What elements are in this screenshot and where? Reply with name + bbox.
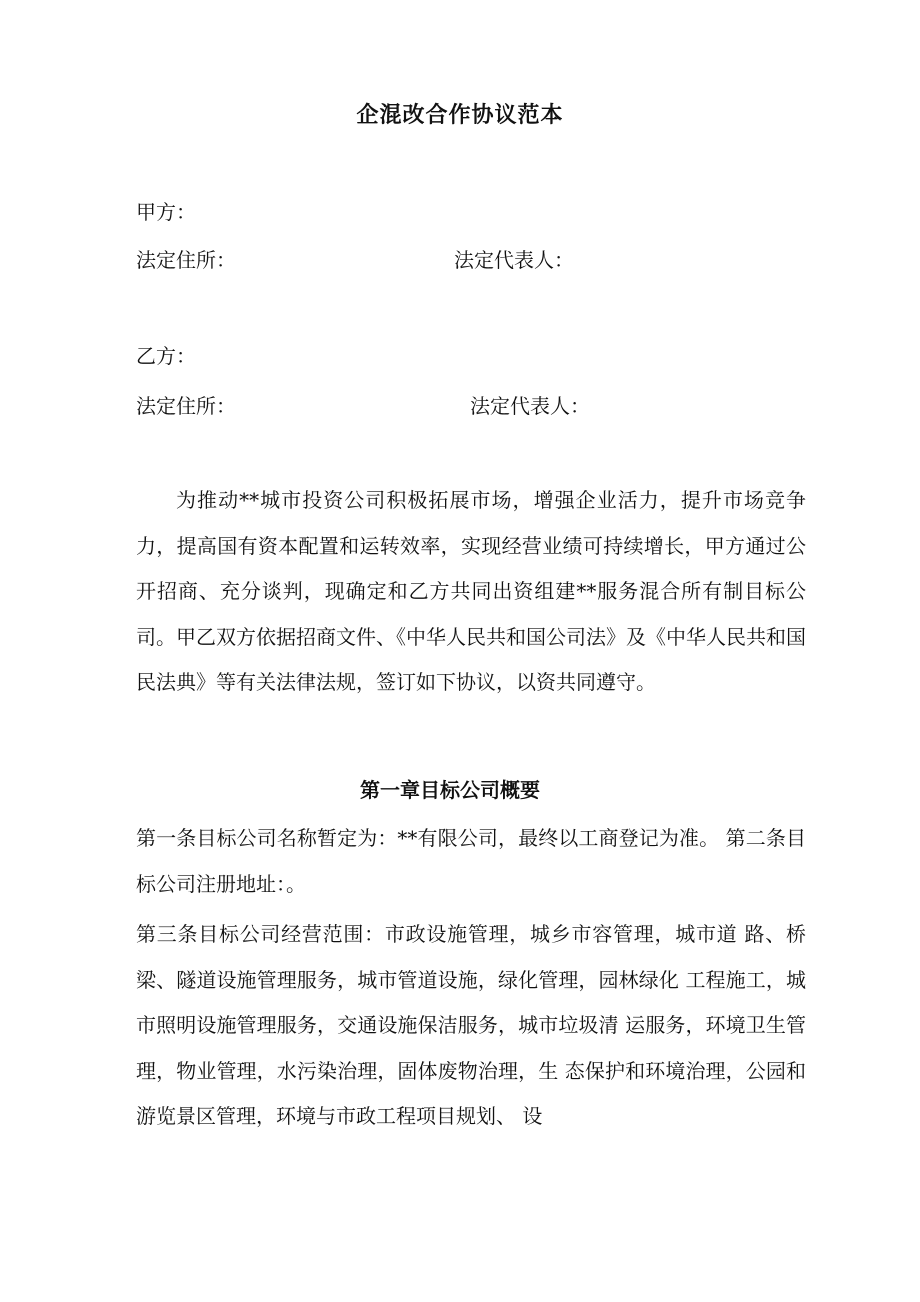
party-a-label: 甲方： [136, 200, 196, 224]
document-title: 企混改合作协议范本 [356, 103, 564, 128]
party-b-rep-label: 法定代表人： [470, 394, 590, 418]
party-b-address-label: 法定住所： [136, 394, 236, 418]
article-1-2-paragraph: 第一条目标公司名称暂定为：**有限公司，最终以工商登记为准。 第二条目标公司注册地址：。 [136, 826, 806, 896]
party-a-rep-label: 法定代表人： [454, 248, 574, 272]
preamble-paragraph: 为推动**城市投资公司积极拓展市场，增强企业活力，提升市场竞争力，提高国有资本配置和运转效率，实现经营业绩可持续增长，甲方通过公开招商、充分谈判，现确定和乙方共同出资组建**服务混合所有制目标公司。甲乙双方依据招商文件、《中华人民共和国公司法》及《中华人民共和国民法典》等有关法律法规，签订如下协议，以资共同遵守。 [136, 488, 806, 694]
party-a-address-label: 法定住所： [136, 248, 236, 272]
article-3-paragraph: 第三条目标公司经营范围：市政设施管理，城乡市容管理，城市道 路、桥梁、隧道设施管理服务，城市管道设施，绿化管理，园林绿化 工程施工，城市照明设施管理服务，交通设施保洁服务，城市垃圾清 运服务，环境卫生管理，物业管理，水污染治理，固体废物治理，生 态保护和环境治理，公园和游览景区管理，环境与市政工程项目规划、 设 [136, 922, 806, 1128]
party-b-label: 乙方： [136, 344, 196, 368]
chapter-1-heading: 第一章目标公司概要 [360, 778, 540, 802]
